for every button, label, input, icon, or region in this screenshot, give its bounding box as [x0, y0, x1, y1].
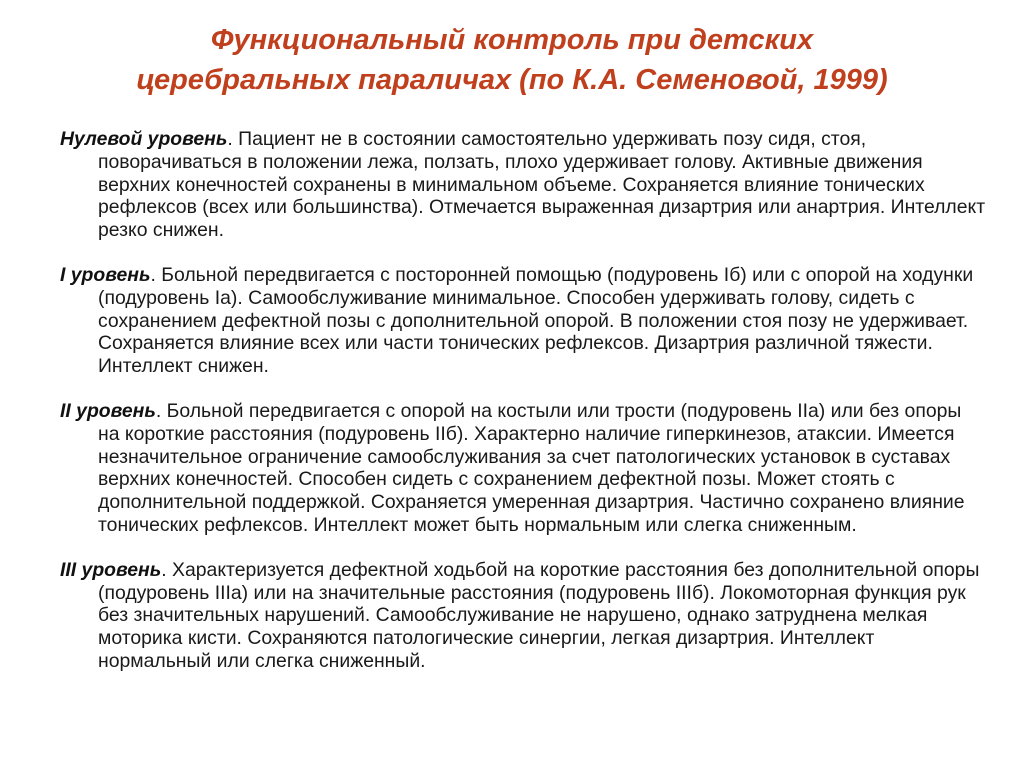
- level-zero-text: . Пациент не в состоянии самостоятельно удерживать позу сидя, стоя, поворачиваться в положении лежа, ползать, плохо удерживает голову. Активные движения верхних конечностей сохранены в минимальном объеме. Сохраняется влияние тонических рефлексов (всех или большинства). Отмечается выраженная дизартрия или анартрия. Интеллект резко снижен.: [98, 128, 986, 242]
- level-one-label: I уровень: [60, 263, 151, 286]
- slide-title-line-1: Функциональный контроль при детских: [210, 24, 814, 56]
- levels-list: [60, 128, 986, 673]
- level-three-label: III уровень: [60, 558, 162, 581]
- level-zero-paragraph: [60, 128, 986, 242]
- level-three-text: . Характеризуется дефектной ходьбой на короткие расстояния без дополнительной опоры (подуровень IIIа) или на значительные расстояния (подуровень IIIб). Локомоторная функция рук без значительных нарушений. Самообслуживание не нарушено, однако затруднена мелкая моторика кисти. Сохраняются патологические синергии, легкая дизартрия. Интеллект нормальный или слегка сниженный.: [98, 558, 980, 672]
- slide-title: [40, 20, 984, 100]
- level-one-text: . Больной передвигается с посторонней помощью (подуровень Iб) или с опорой на ходунки (подуровень Iа). Самообслуживание минимальное. Способен удерживать голову, сидеть с сохранением дефектной позы с дополнительной опорой. В положении стоя позу не удерживает. Сохраняется влияние всех или части тонических рефлексов. Дизартрия различной тяжести. Интеллект снижен.: [98, 263, 974, 378]
- level-two-text: . Больной передвигается с опорой на костыли или трости (подуровень IIа) или без опоры на короткие расстояния (подуровень IIб). Характерно наличие гиперкинезов, атаксии. Имеется незначительное ограничение самообслуживания за счет патологических установок в суставах верхних конечностей. Способен сидеть с сохранением дефектной позы. Может стоять с дополнительной поддержкой. Сохраняется умеренная дизартрия. Частично сохранено влияние тонических рефлексов. Интеллект может быть нормальным или слегка сниженным.: [98, 399, 965, 536]
- level-one-paragraph: [60, 264, 986, 378]
- slide-title-line-2: церебральных параличах (по К.А. Семеновой, 1999): [136, 64, 888, 96]
- level-two-label: II уровень: [60, 399, 156, 422]
- level-two-paragraph: [60, 400, 986, 537]
- level-three-paragraph: [60, 559, 986, 673]
- level-zero-label: Нулевой уровень: [60, 128, 228, 150]
